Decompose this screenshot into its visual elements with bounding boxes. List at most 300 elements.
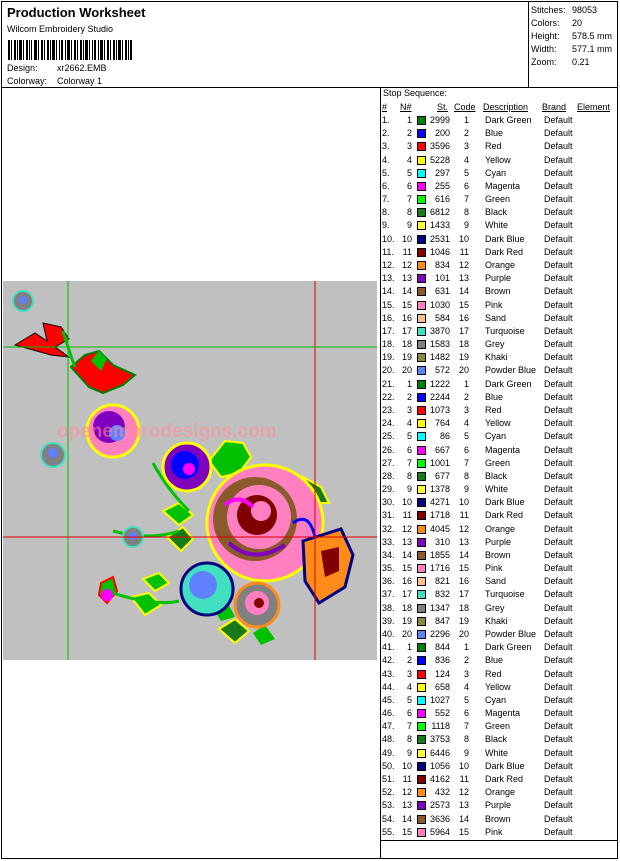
color-code: 9 [463, 484, 469, 495]
color-swatch [417, 511, 426, 520]
stitch-count: 667 [434, 444, 450, 455]
color-description: Dark Red [485, 246, 524, 257]
stitch-count: 1222 [429, 378, 450, 389]
color-code: 8 [463, 734, 469, 745]
stitch-count: 3870 [429, 325, 450, 336]
color-code: 5 [463, 431, 469, 442]
thread-brand: Default [544, 418, 573, 429]
color-description: Red [485, 404, 502, 415]
needle-number: 19 [401, 352, 412, 363]
thread-brand: Default [544, 378, 573, 389]
color-code: 7 [463, 721, 469, 732]
row-index: 13. [382, 273, 395, 284]
table-row [382, 734, 618, 747]
row-index: 43. [382, 668, 395, 679]
color-swatch [417, 656, 426, 665]
table-row [382, 774, 618, 787]
table-row [382, 655, 618, 668]
thread-brand: Default [544, 457, 573, 468]
row-index: 35. [382, 563, 395, 574]
thread-brand: Default [544, 589, 573, 600]
stitch-count: 1716 [429, 563, 450, 574]
color-description: Khaki [485, 352, 508, 363]
table-row [382, 695, 618, 708]
needle-number: 2 [406, 655, 412, 666]
needle-number: 2 [406, 391, 412, 402]
stitch-count: 1027 [429, 694, 450, 705]
needle-number: 6 [406, 444, 412, 455]
stitch-count: 631 [434, 286, 450, 297]
header-needle: N# [400, 102, 412, 112]
needle-number: 15 [401, 826, 412, 837]
stitch-count: 1030 [429, 299, 450, 310]
color-swatch [417, 129, 426, 138]
color-description: White [485, 220, 509, 231]
thread-brand: Default [544, 444, 573, 455]
color-swatch [417, 314, 426, 323]
row-index: 28. [382, 470, 395, 481]
color-description: Orange [485, 787, 516, 798]
color-swatch [417, 327, 426, 336]
stitch-count: 1001 [429, 457, 450, 468]
table-row [382, 300, 618, 313]
color-swatch [417, 459, 426, 468]
color-code: 12 [458, 523, 469, 534]
needle-number: 13 [401, 536, 412, 547]
needle-number: 1 [406, 115, 412, 125]
stitch-count: 5964 [429, 826, 450, 837]
color-code: 8 [463, 207, 469, 218]
table-row [382, 405, 618, 418]
stitch-count: 1056 [429, 760, 450, 771]
color-swatch [417, 801, 426, 810]
row-index: 1. [382, 115, 390, 125]
row-index: 39. [382, 615, 395, 626]
row-index: 7. [382, 194, 390, 205]
thread-brand: Default [544, 128, 573, 139]
color-description: Brown [485, 549, 511, 560]
row-index: 9. [382, 220, 390, 231]
stitch-count: 4162 [429, 774, 450, 784]
thread-brand: Default [544, 523, 573, 534]
color-swatch [417, 195, 426, 204]
color-code: 3 [463, 141, 469, 152]
color-code: 13 [458, 536, 469, 547]
thread-brand: Default [544, 194, 573, 205]
color-description: Brown [485, 813, 511, 824]
row-index: 30. [382, 497, 395, 508]
color-swatch [417, 182, 426, 191]
color-code: 12 [458, 259, 469, 270]
color-swatch [417, 788, 426, 797]
table-row [382, 313, 618, 326]
stitch-count: 821 [434, 576, 450, 587]
color-swatch [417, 577, 426, 586]
stitch-count: 4045 [429, 523, 450, 534]
row-index: 3. [382, 141, 390, 152]
row-index: 16. [382, 312, 395, 323]
needle-number: 12 [401, 787, 412, 798]
color-description: Yellow [485, 681, 511, 692]
needle-number: 4 [406, 681, 412, 692]
color-description: Green [485, 721, 511, 732]
thread-brand: Default [544, 404, 573, 415]
stitch-count: 6812 [429, 207, 450, 218]
color-code: 10 [458, 760, 469, 771]
thread-brand: Default [544, 681, 573, 692]
color-code: 15 [458, 563, 469, 574]
stitch-count: 616 [434, 194, 450, 205]
color-description: Black [485, 734, 508, 745]
thread-brand: Default [544, 167, 573, 178]
row-index: 41. [382, 642, 395, 653]
color-description: Cyan [485, 167, 507, 178]
color-swatch [417, 472, 426, 481]
row-index: 25. [382, 431, 395, 442]
color-code: 5 [463, 167, 469, 178]
color-description: Cyan [485, 431, 507, 442]
stitch-count: 764 [434, 418, 450, 429]
row-index: 21. [382, 378, 395, 389]
color-code: 15 [458, 299, 469, 310]
table-row [382, 642, 618, 655]
row-index: 12. [382, 259, 395, 270]
thread-brand: Default [544, 115, 573, 125]
color-swatch [417, 446, 426, 455]
needle-number: 8 [406, 470, 412, 481]
needle-number: 11 [402, 246, 412, 257]
needle-number: 3 [406, 141, 412, 152]
table-bottom-divider [380, 840, 618, 841]
thread-brand: Default [544, 642, 573, 653]
thread-brand: Default [544, 774, 573, 784]
color-description: Magenta [485, 444, 521, 455]
color-code: 14 [458, 286, 469, 297]
stitch-count: 3636 [429, 813, 450, 824]
row-index: 8. [382, 207, 390, 218]
row-index: 51. [382, 774, 395, 784]
table-row [382, 761, 618, 774]
color-swatch [417, 525, 426, 534]
color-description: Orange [485, 259, 516, 270]
color-code: 3 [463, 404, 469, 415]
color-code: 10 [458, 497, 469, 508]
needle-number: 10 [401, 760, 412, 771]
row-index: 45. [382, 694, 395, 705]
color-swatch [417, 419, 426, 428]
row-index: 19. [382, 352, 395, 363]
needle-number: 4 [406, 154, 412, 165]
color-code: 14 [458, 549, 469, 560]
stitch-count: 297 [434, 167, 450, 178]
needle-number: 15 [401, 299, 412, 310]
table-row [382, 207, 618, 220]
needle-number: 2 [406, 128, 412, 139]
color-code: 2 [463, 391, 469, 402]
row-index: 54. [382, 813, 395, 824]
color-description: Sand [485, 312, 507, 323]
color-swatch [417, 274, 426, 283]
color-description: Dark Blue [485, 760, 525, 771]
table-row [382, 682, 618, 695]
stitch-count: 584 [434, 312, 450, 323]
needle-number: 8 [406, 734, 412, 745]
color-description: Green [485, 457, 511, 468]
thread-brand: Default [544, 721, 573, 732]
needle-number: 7 [406, 194, 412, 205]
table-row [382, 471, 618, 484]
table-row [382, 141, 618, 154]
table-row [382, 260, 618, 273]
needle-number: 3 [406, 404, 412, 415]
needle-number: 14 [401, 813, 412, 824]
table-row [382, 168, 618, 181]
design-preview [3, 281, 377, 660]
color-swatch [417, 604, 426, 613]
stitch-count: 2531 [429, 233, 450, 244]
needle-number: 16 [401, 312, 412, 323]
needle-number: 15 [401, 563, 412, 574]
stitch-count: 255 [434, 180, 450, 191]
table-row [382, 326, 618, 339]
color-swatch [417, 353, 426, 362]
color-description: White [485, 747, 509, 758]
table-row [382, 708, 618, 721]
needle-number: 17 [401, 325, 412, 336]
color-description: Grey [485, 602, 505, 613]
color-description: White [485, 484, 509, 495]
colorway-value: Colorway 1 [57, 76, 103, 86]
thread-brand: Default [544, 668, 573, 679]
thread-brand: Default [544, 800, 573, 811]
thread-brand: Default [544, 273, 573, 284]
table-row [382, 379, 618, 392]
color-description: Blue [485, 128, 504, 139]
design-label: Design: [7, 63, 38, 73]
color-swatch [417, 630, 426, 639]
header-stitches: St. [437, 102, 449, 112]
color-description: Purple [485, 273, 512, 284]
row-index: 38. [382, 602, 395, 613]
thread-brand: Default [544, 246, 573, 257]
row-index: 53. [382, 800, 395, 811]
row-index: 47. [382, 721, 395, 732]
row-index: 2. [382, 128, 390, 139]
software-name: Wilcom Embroidery Studio [7, 24, 114, 34]
table-row [382, 550, 618, 563]
color-code: 10 [458, 233, 469, 244]
needle-number: 14 [401, 549, 412, 560]
needle-number: 3 [406, 668, 412, 679]
color-description: Green [485, 194, 511, 205]
table-row [382, 603, 618, 616]
stitch-count: 1046 [429, 246, 450, 257]
color-code: 19 [458, 352, 469, 363]
needle-number: 7 [406, 457, 412, 468]
thread-brand: Default [544, 207, 573, 218]
color-code: 20 [458, 365, 469, 376]
table-divider [380, 87, 381, 859]
color-swatch [417, 221, 426, 230]
stitch-count: 1118 [431, 721, 450, 732]
color-code: 16 [458, 312, 469, 323]
stitch-count: 2296 [429, 629, 450, 640]
color-swatch [417, 301, 426, 310]
stitch-count: 834 [434, 259, 450, 270]
table-row [382, 155, 618, 168]
color-code: 6 [463, 180, 469, 191]
table-row [382, 589, 618, 602]
table-row [382, 537, 618, 550]
stitch-count: 2244 [429, 391, 450, 402]
needle-number: 18 [401, 339, 412, 350]
stitch-count: 2573 [429, 800, 450, 811]
color-swatch [417, 617, 426, 626]
thread-brand: Default [544, 339, 573, 350]
thread-brand: Default [544, 497, 573, 508]
stitch-count: 1347 [429, 602, 450, 613]
table-row [382, 220, 618, 233]
thread-brand: Default [544, 536, 573, 547]
color-description: Pink [485, 563, 503, 574]
color-swatch [417, 775, 426, 784]
color-description: Yellow [485, 418, 511, 429]
row-index: 50. [382, 760, 395, 771]
color-code: 6 [463, 708, 469, 719]
stitch-count: 1583 [429, 339, 450, 350]
thread-brand: Default [544, 365, 573, 376]
needle-number: 19 [401, 615, 412, 626]
thread-brand: Default [544, 325, 573, 336]
color-swatch [417, 762, 426, 771]
needle-number: 17 [401, 589, 412, 600]
color-swatch [417, 749, 426, 758]
thread-brand: Default [544, 391, 573, 402]
table-row [382, 524, 618, 537]
stitch-count: 677 [434, 470, 450, 481]
color-code: 17 [458, 325, 469, 336]
needle-number: 10 [401, 497, 412, 508]
color-code: 18 [458, 339, 469, 350]
needle-number: 5 [406, 694, 412, 705]
barcode-icon [8, 40, 132, 60]
color-swatch [417, 116, 426, 125]
color-code: 5 [463, 694, 469, 705]
embroidery-design [3, 281, 377, 660]
needle-number: 12 [401, 259, 412, 270]
row-index: 6. [382, 180, 390, 191]
stitch-count: 658 [434, 681, 450, 692]
table-row [382, 194, 618, 207]
color-swatch [417, 366, 426, 375]
row-index: 18. [382, 339, 395, 350]
thread-brand: Default [544, 694, 573, 705]
color-swatch [417, 815, 426, 824]
thread-brand: Default [544, 299, 573, 310]
color-code: 17 [458, 589, 469, 600]
color-swatch [417, 156, 426, 165]
stitch-count: 832 [434, 589, 450, 600]
row-index: 33. [382, 536, 395, 547]
row-index: 29. [382, 484, 395, 495]
color-description: Red [485, 141, 502, 152]
color-description: Magenta [485, 708, 521, 719]
color-description: Dark Blue [485, 497, 525, 508]
thread-brand: Default [544, 602, 573, 613]
row-index: 42. [382, 655, 395, 666]
color-code: 4 [463, 418, 469, 429]
color-code: 2 [463, 128, 469, 139]
color-swatch [417, 828, 426, 837]
color-description: Khaki [485, 615, 508, 626]
color-swatch [417, 590, 426, 599]
table-row [382, 431, 618, 444]
needle-number: 14 [401, 286, 412, 297]
color-code: 20 [458, 629, 469, 640]
color-swatch [417, 235, 426, 244]
table-row [382, 787, 618, 800]
stitch-count: 844 [434, 642, 450, 653]
thread-brand: Default [544, 470, 573, 481]
table-row [382, 128, 618, 141]
stitch-count: 200 [434, 128, 450, 139]
row-index: 4. [382, 154, 390, 165]
table-row [382, 616, 618, 629]
stitch-count: 4271 [429, 497, 450, 508]
color-code: 12 [458, 787, 469, 798]
stop-sequence-title: Stop Sequence: [383, 88, 448, 98]
needle-number: 5 [406, 167, 412, 178]
color-description: Sand [485, 576, 507, 587]
thread-brand: Default [544, 747, 573, 758]
thread-brand: Default [544, 826, 573, 837]
table-row [382, 814, 618, 827]
thread-brand: Default [544, 233, 573, 244]
row-index: 24. [382, 418, 395, 429]
thread-brand: Default [544, 180, 573, 191]
table-row [382, 418, 618, 431]
thread-brand: Default [544, 563, 573, 574]
color-swatch [417, 683, 426, 692]
thread-brand: Default [544, 141, 573, 152]
stitch-count: 1855 [429, 549, 450, 560]
header-code: Code [454, 102, 476, 112]
color-code: 7 [463, 457, 469, 468]
color-description: Turquoise [485, 589, 525, 600]
table-row [382, 392, 618, 405]
color-swatch [417, 393, 426, 402]
color-code: 6 [463, 444, 469, 455]
watermark: openembrodesigns.com [57, 421, 277, 442]
design-value: xr2662.EMB [57, 63, 107, 73]
stitch-count: 1718 [429, 510, 450, 521]
needle-number: 13 [401, 273, 412, 284]
color-swatch [417, 696, 426, 705]
color-code: 14 [458, 813, 469, 824]
thread-brand: Default [544, 760, 573, 771]
color-swatch [417, 169, 426, 178]
stitch-count: 1378 [429, 484, 450, 495]
color-description: Powder Blue [485, 629, 537, 640]
stitch-count: 552 [434, 708, 450, 719]
row-index: 48. [382, 734, 395, 745]
table-row [382, 800, 618, 813]
row-index: 23. [382, 404, 395, 415]
color-swatch [417, 735, 426, 744]
thread-brand: Default [544, 576, 573, 587]
color-swatch [417, 538, 426, 547]
color-code: 4 [463, 154, 469, 165]
